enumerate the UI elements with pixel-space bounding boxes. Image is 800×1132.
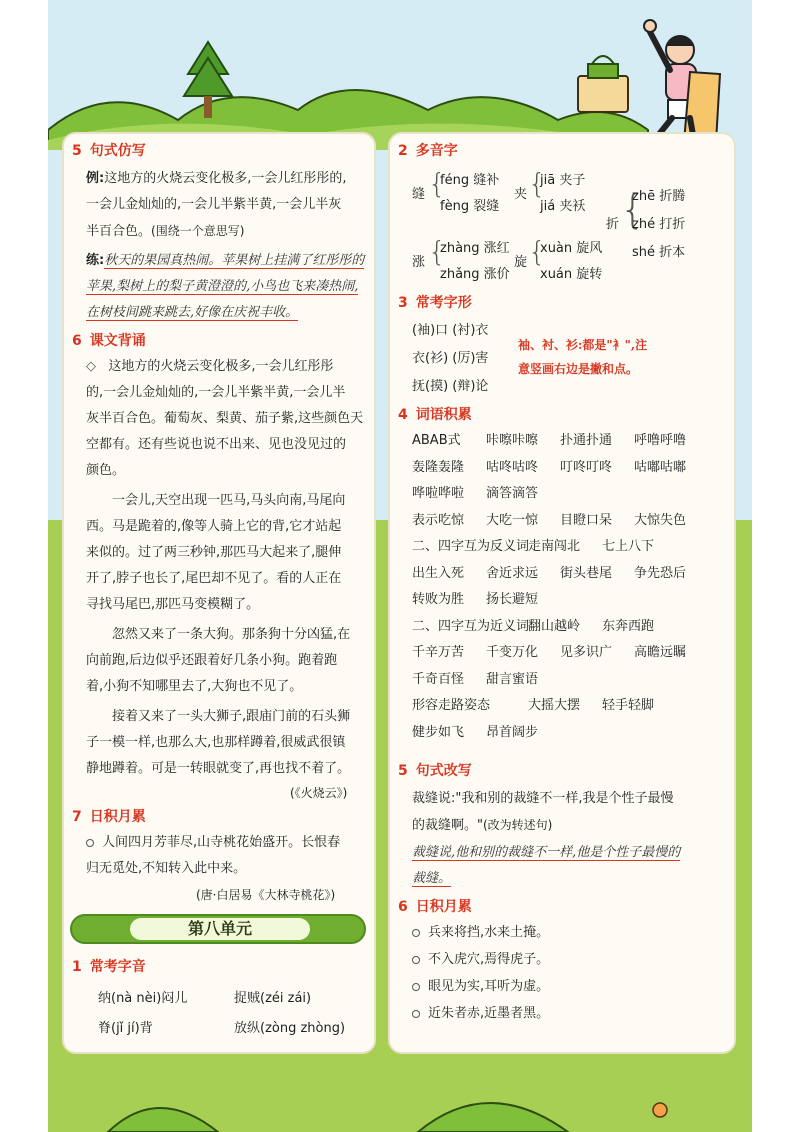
vocabulary-item: 千变万化 <box>486 645 539 660</box>
polyphonic-reading: zhǎng 涨价 <box>440 267 510 282</box>
recitation-text: 接着又来了一头大狮子,跟庙门前的石头狮 <box>112 709 351 724</box>
recitation-text: 寻找马尾巴,那匹马变模糊了。 <box>86 597 260 612</box>
vocabulary-item: 二、四字互为反义词 <box>412 539 530 554</box>
bullet-icon <box>412 1010 420 1018</box>
polyphonic-char: 缝 <box>412 187 426 202</box>
recitation-text: 空都有。还有些说也说不出来、见也没见过的 <box>86 437 347 452</box>
recitation-text: 一会儿,天空出现一匹马,马头向南,马尾向 <box>112 493 346 508</box>
left-margin <box>0 0 48 1132</box>
polyphonic-reading: féng 缝补 <box>440 173 500 188</box>
vocabulary-item: 咕咚咕咚 <box>486 459 539 475</box>
polyphonic-reading: xuán 旋转 <box>540 267 603 282</box>
polyphonic-reading: jiá 夹袄 <box>540 199 586 214</box>
vocabulary-item: ABAB式 <box>412 433 461 448</box>
polyphonic-reading: jiā 夹子 <box>540 173 586 188</box>
unit-banner <box>70 914 366 944</box>
vocabulary-item: 高瞻远瞩 <box>634 645 687 660</box>
section-title-character-form: 3 常考字形 <box>398 295 472 311</box>
section-title-polyphonic: 2 多音字 <box>398 143 458 159</box>
recitation-text: 的,一会儿金灿灿的,一会儿半紫半黄,一会儿半 <box>86 385 346 400</box>
section-title-daily-accumulation-2: 6 日积月累 <box>398 899 472 915</box>
section-title-sentence-imitation: 5 句式仿写 <box>72 143 146 159</box>
vocabulary-item: 争先恐后 <box>634 565 687 581</box>
recitation-text: 忽然又来了一条大狗。那条狗十分凶猛,在 <box>112 627 351 642</box>
proverb-text: 不入虎穴,焉得虎子。 <box>428 952 550 967</box>
vocabulary-item: 表示吃惊 <box>412 512 465 528</box>
vocabulary-item: 滴答滴答 <box>486 486 539 501</box>
pronunciation-item: 捉贼(zéi zái) <box>234 991 312 1006</box>
section-title-vocabulary: 4 词语积累 <box>398 407 472 423</box>
polyphonic-char: 旋 <box>514 255 528 270</box>
vocabulary-item: 转败为胜 <box>412 592 465 607</box>
vocabulary-item: 目瞪口呆 <box>560 512 613 528</box>
polyphonic-char: 夹 <box>514 187 528 202</box>
section-title-sentence-rewrite: 5 句式改写 <box>398 763 472 779</box>
recitation-text: 颜色。 <box>86 463 126 478</box>
bullet-icon <box>412 956 420 964</box>
vocabulary-item: 叮咚叮咚 <box>560 459 613 475</box>
vocabulary-item: 轰隆轰隆 <box>412 459 465 475</box>
pronunciation-item: 放纵(zòng zhòng) <box>234 1021 346 1036</box>
character-form-note: 袖、衬、衫:都是"衤",注 <box>518 338 648 352</box>
brace: { <box>620 187 646 233</box>
bullet-icon <box>412 983 420 991</box>
vocabulary-item: 千奇百怪 <box>412 671 465 687</box>
example-line: 一会儿金灿灿的,一会儿半紫半黄,一会儿半灰 <box>86 197 342 212</box>
recitation-text: 灰半百合色。葡萄灰、梨黄、茄子紫,这些颜色天 <box>86 411 364 426</box>
recitation-text: 来似的。过了两三秒钟,那匹马大起来了,腿伸 <box>86 545 342 560</box>
pronunciation-item: 纳(nà nèi)闷儿 <box>98 991 188 1006</box>
vocabulary-item: 甜言蜜语 <box>486 671 539 687</box>
pronunciation-item: 脊(jǐ jí)背 <box>98 1021 153 1036</box>
polyphonic-reading: zhē 折腾 <box>632 189 686 204</box>
vocabulary-item: 走南闯北 <box>528 539 581 554</box>
polyphonic-reading: shé 折本 <box>632 245 686 260</box>
vocabulary-item: 昂首阔步 <box>486 724 539 740</box>
proverb-text: 近朱者赤,近墨者黑。 <box>428 1006 550 1021</box>
recitation-text: 向前跑,后边似乎还跟着好几条小狗。跑着跑 <box>86 653 338 668</box>
character-form-row: 抚(摸) (辩)论 <box>412 379 489 394</box>
brace: { <box>428 235 446 268</box>
vocabulary-item: 二、四字互为近义词 <box>412 618 530 634</box>
vocabulary-item: 舍近求远 <box>486 565 539 581</box>
recitation-text: ◇ 这地方的火烧云变化极多,一会儿红彤彤 <box>86 359 334 374</box>
character-form-row: 衣(衫) (厉)害 <box>412 351 489 366</box>
rewrite-answer: 裁缝。 <box>412 871 452 886</box>
practice-answer: 练:秋天的果园真热闹。苹果树上挂满了红彤彤的 <box>86 253 365 268</box>
unit-title: 第八单元 <box>130 918 310 940</box>
section-title-recitation: 6 课文背诵 <box>72 333 146 349</box>
practice-answer: 苹果,梨树上的梨子黄澄澄的,小鸟也飞来凑热闹, <box>86 279 359 294</box>
rewrite-answer: 裁缝说,他和别的裁缝不一样,他是个性子最慢的 <box>412 845 681 860</box>
right-margin <box>752 0 800 1132</box>
vocabulary-item: 出生入死 <box>412 565 465 581</box>
vocabulary-item: 咕嘟咕嘟 <box>634 459 687 475</box>
vocabulary-item: 健步如飞 <box>412 724 465 740</box>
recitation-source: (《火烧云》) <box>290 786 348 800</box>
vocabulary-item: 呼噜呼噜 <box>634 433 687 448</box>
polyphonic-char: 折 <box>606 217 620 232</box>
example-line: 例:这地方的火烧云变化极多,一会儿红彤彤的, <box>86 171 347 186</box>
proverb-item <box>412 1001 549 1027</box>
proverb-item <box>412 920 549 946</box>
vocabulary-item: 大惊失色 <box>634 512 687 528</box>
bullet-icon <box>412 929 420 937</box>
polyphonic-reading: zhé 打折 <box>632 217 686 232</box>
vocabulary-item: 街头巷尾 <box>560 565 613 581</box>
recitation-text: 西。马是跪着的,像等人骑上它的背,它才站起 <box>86 519 342 534</box>
polyphonic-reading: zhàng 涨红 <box>440 241 510 256</box>
vocabulary-item: 翻山越岭 <box>528 618 581 634</box>
vocabulary-item: 见多识广 <box>560 645 613 660</box>
polyphonic-reading: xuàn 旋风 <box>540 241 603 256</box>
bottom-hills-illustration <box>48 1064 752 1132</box>
vocabulary-item: 大吃一惊 <box>486 512 539 528</box>
rewrite-sentence: 的裁缝啊。"(改为转述句) <box>412 818 553 833</box>
recitation-text: 子一模一样,也那么大,也那样蹲着,很威武很镇 <box>86 735 346 750</box>
section-title-pronunciation: 1 常考字音 <box>72 959 146 975</box>
brace: { <box>528 235 546 268</box>
bullet-icon <box>86 839 94 847</box>
vocabulary-item: 千辛万苦 <box>412 645 465 660</box>
proverb-item <box>412 947 549 973</box>
proverb-item <box>412 974 549 1000</box>
character-form-note: 意竖画右边是撇和点。 <box>518 362 639 376</box>
vocabulary-item: 东奔西跑 <box>602 618 655 634</box>
poem-line: 人间四月芳菲尽,山寺桃花始盛开。长恨春 <box>86 830 340 856</box>
vocabulary-item: 咔嚓咔嚓 <box>486 433 539 448</box>
poem-line: 归无觅处,不知转入此中来。 <box>86 861 247 876</box>
vocabulary-item: 大摇大摆 <box>528 698 581 713</box>
brace: { <box>528 167 546 200</box>
poem-source: (唐·白居易《大林寺桃花》) <box>196 888 336 902</box>
vocabulary-item: 哗啦哗啦 <box>412 486 465 501</box>
boy-illustration <box>620 12 730 152</box>
example-line: 半百合色。(围绕一个意思写) <box>86 224 245 239</box>
tree-icon <box>178 40 238 120</box>
recitation-text: 开了,脖子也长了,尾巴却不见了。看的人正在 <box>86 571 342 586</box>
section-title-daily-accumulation: 7 日积月累 <box>72 809 146 825</box>
proverb-text: 眼见为实,耳听为虚。 <box>428 979 550 994</box>
vocabulary-item: 形容走路姿态 <box>412 698 491 713</box>
vocabulary-item: 扬长避短 <box>486 592 539 607</box>
proverb-text: 兵来将挡,水来土掩。 <box>428 925 550 940</box>
polyphonic-reading: fèng 裂缝 <box>440 199 500 214</box>
recitation-text: 着,小狗不知哪里去了,大狗也不见了。 <box>86 679 303 694</box>
vocabulary-item: 七上八下 <box>602 539 655 554</box>
polyphonic-char: 涨 <box>412 255 426 270</box>
character-form-row: (袖)口 (衬)衣 <box>412 323 489 338</box>
brace: { <box>428 167 446 200</box>
vocabulary-item: 轻手轻脚 <box>602 698 655 713</box>
practice-answer: 在树枝间跳来跳去,好像在庆祝丰收。 <box>86 305 299 320</box>
rewrite-sentence: 裁缝说:"我和别的裁缝不一样,我是个性子最慢 <box>412 791 674 806</box>
vocabulary-item: 扑通扑通 <box>560 433 613 448</box>
recitation-text: 静地蹲着。可是一转眼就变了,再也找不着了。 <box>86 761 351 776</box>
